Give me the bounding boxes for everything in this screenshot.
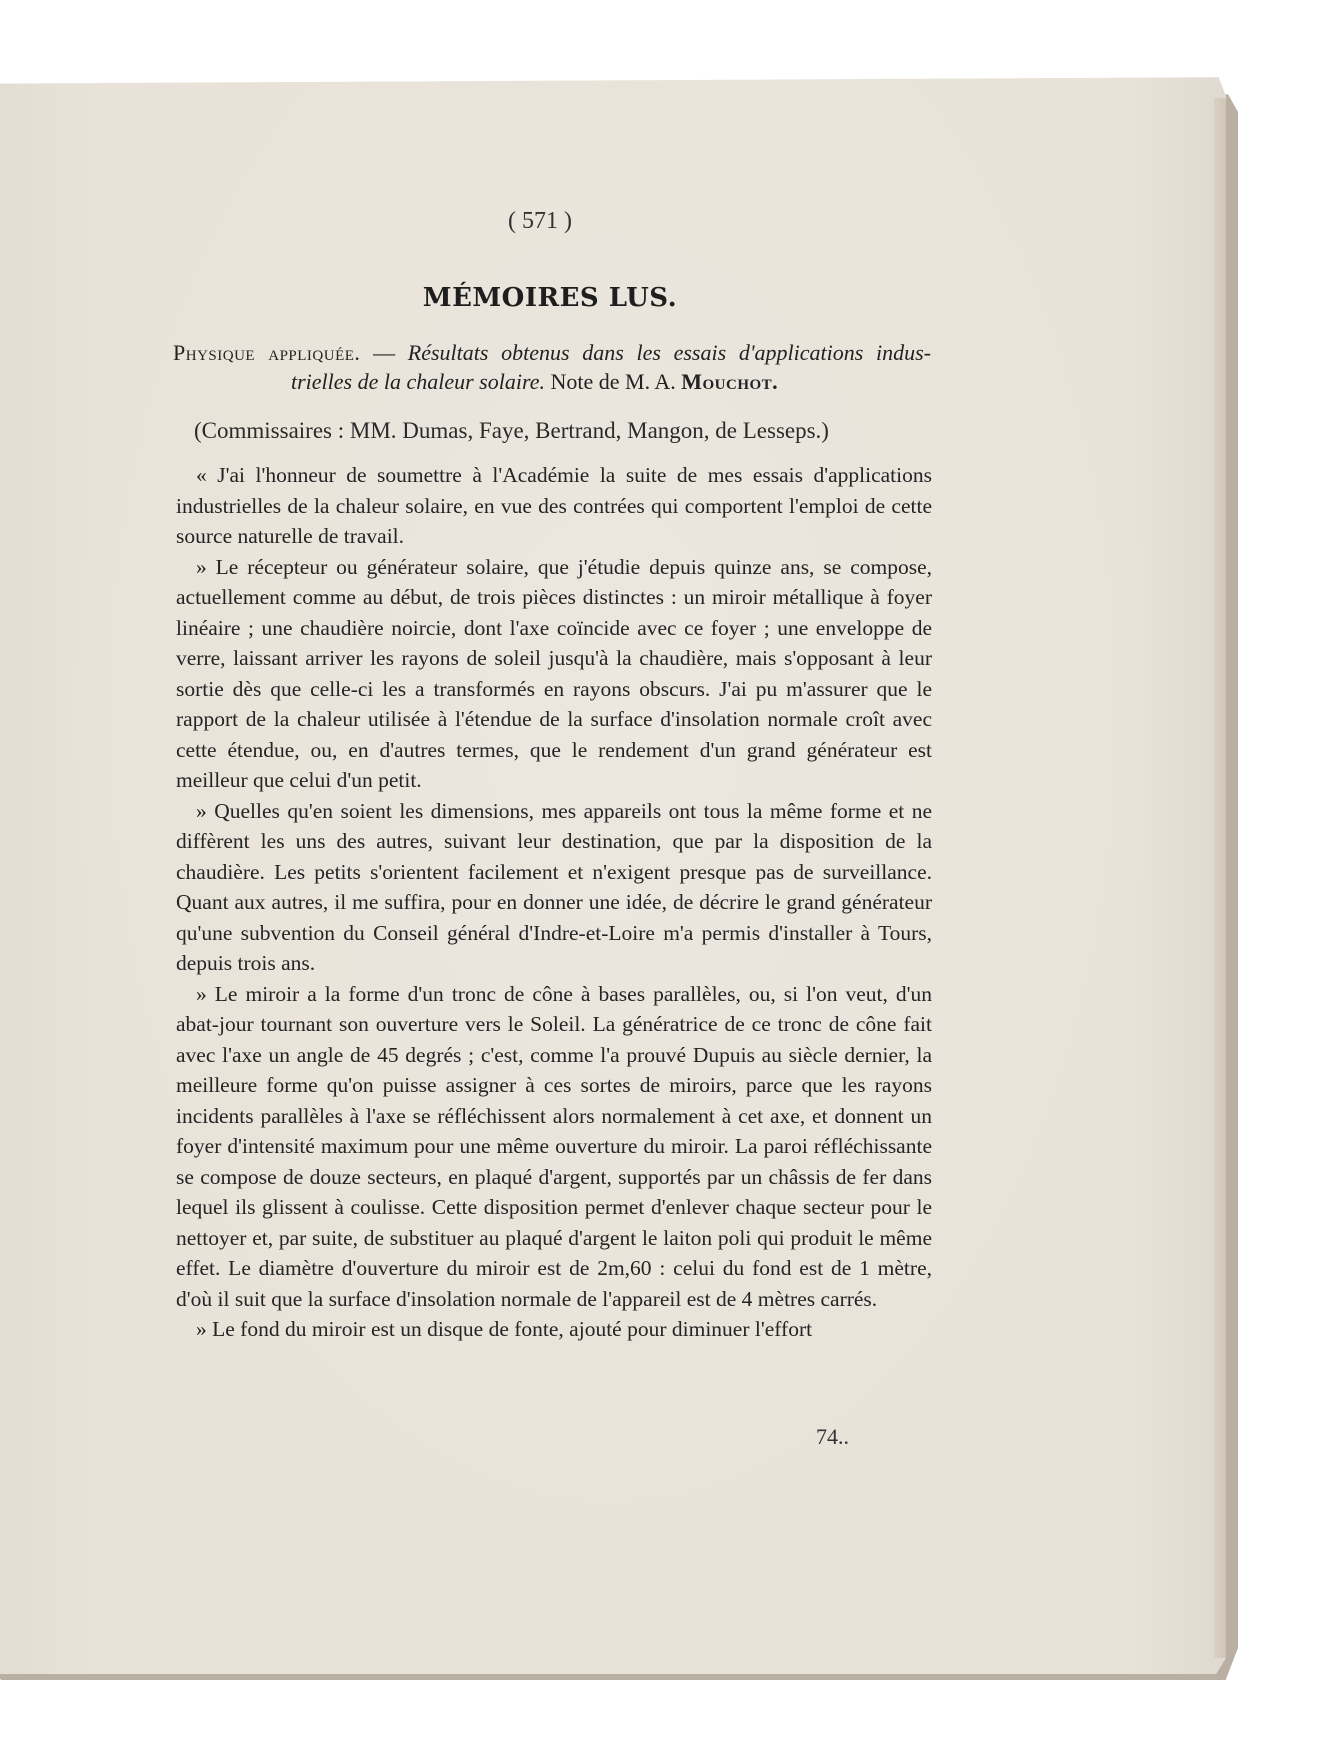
heading-dash: —	[360, 340, 408, 365]
heading-title-part1: Résultats obtenus dans les essais d'applications indus-	[407, 340, 931, 365]
signature-mark: 74..	[816, 1424, 849, 1449]
commissaires-line: (Commissaires : MM. Dumas, Faye, Bertrand, Mangon, de Lesseps.)	[194, 418, 829, 443]
body-text	[176, 460, 932, 1345]
article-heading	[173, 338, 931, 396]
heading-rubric: Physique appliquée.	[173, 340, 361, 365]
paragraph: » Le miroir a la forme d'un tronc de cône à bases parallèles, ou, si l'on veut, d'un abat-jour tournant son ouverture vers le Soleil. La génératrice de ce tronc de cône fait avec l'axe un angle de 45 degrés ; c'est, comme l'a prouvé Dupuis au siècle dernier, la meilleure forme qu'on puisse assigner à ces sortes de miroirs, parce que les rayons incidents parallèles à l'axe se réfléchissent alors normalement à cet axe, et donnent un foyer d'intensité maximum pour une même ouverture du miroir. La paroi réfléchissante se compose de douze secteurs, en plaqué d'argent, supportés par un châssis de fer dans lequel ils glissent à coulisse. Cette disposition permet d'enlever chaque secteur pour le nettoyer et, par suite, de substituer au plaqué d'argent le laiton poli qui produit le même effet. Le diamètre d'ouverture du miroir est de 2m,60 : celui du fond est de 1 mètre, d'où il suit que la surface d'insolation normale de l'appareil est de 4 mètres carrés.	[176, 981, 932, 1311]
paragraph: » Le fond du miroir est un disque de fonte, ajouté pour diminuer l'effort	[196, 1317, 813, 1341]
paragraph: » Quelles qu'en soient les dimensions, mes appareils ont tous la même forme et ne diffèrent les uns des autres, suivant leur destination, que par la disposition de la chaudière. Les petits s'orientent facilement et n'exigent presque pas de surveillance. Quant aux autres, il me suffira, pour en donner une idée, de décrire le grand générateur qu'une subvention du Conseil général d'Indre-et-Loire m'a permis d'installer à Tours, depuis trois ans.	[176, 798, 932, 975]
page-edge	[1214, 98, 1226, 1658]
heading-line-2	[173, 367, 931, 396]
heading-author: Mouchot.	[681, 369, 779, 394]
heading-note: Note de M. A.	[544, 369, 682, 394]
heading-title-part2: trielles de la chaleur solaire.	[291, 369, 545, 394]
page-number: ( 571 )	[508, 208, 572, 234]
paragraph: « J'ai l'honneur de soumettre à l'Académie la suite de mes essais d'applications industrielles de la chaleur solaire, en vue des contrées qui comportent l'emploi de cette source naturelle de travail.	[176, 463, 932, 548]
paragraph: » Le récepteur ou générateur solaire, que j'étudie depuis quinze ans, se compose, actuellement comme au début, de trois pièces distinctes : un miroir métallique à foyer linéaire ; une chaudière noircie, dont l'axe coïncide avec ce foyer ; une enveloppe de verre, laissant arriver les rayons de soleil jusqu'à la chaudière, mais s'opposant à leur sortie dès que celle-ci les a transformés en rayons obscurs. J'ai pu m'assurer que le rapport de la chaleur utilisée à l'étendue de la surface d'insolation normale croît avec cette étendue, ou, en d'autres termes, que le rendement d'un grand générateur est meilleur que celui d'un petit.	[176, 554, 932, 792]
heading-line-1	[173, 338, 931, 367]
section-title: MÉMOIRES LUS.	[422, 283, 678, 313]
